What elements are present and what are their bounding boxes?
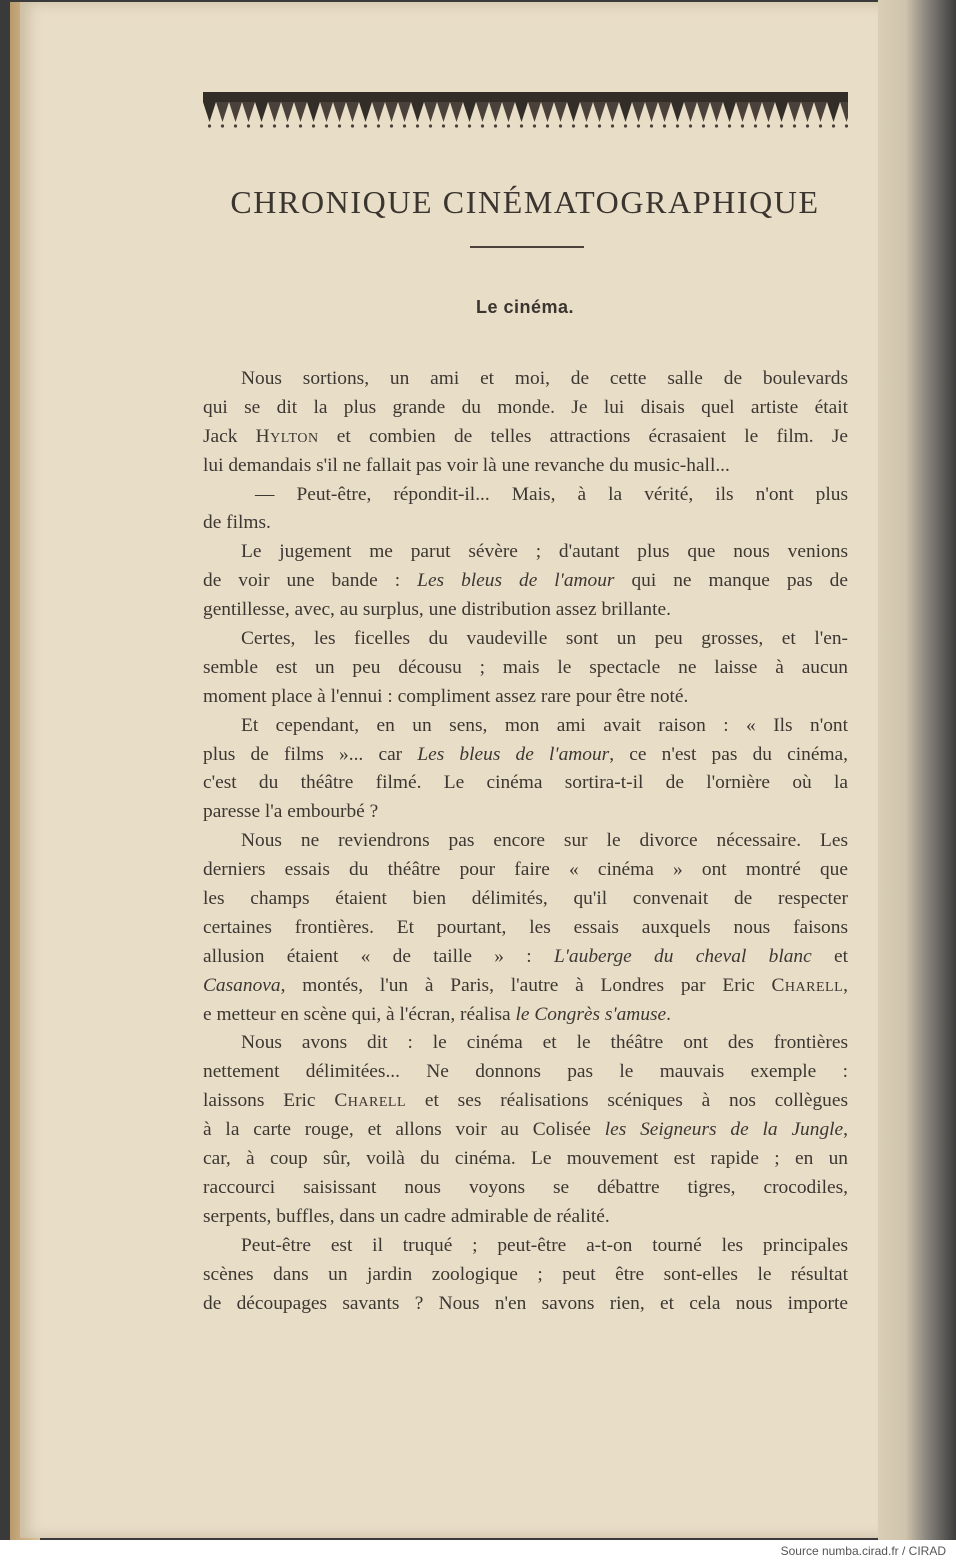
ornament-tooth bbox=[385, 102, 398, 122]
ornament-tooth bbox=[528, 102, 541, 122]
ornament-dot bbox=[481, 124, 484, 127]
ornament-tooth bbox=[541, 102, 554, 122]
ornament-tooth bbox=[827, 102, 840, 122]
ornament-dot bbox=[689, 124, 692, 127]
text-line: Casanova, montés, l'un à Paris, l'autre à Londres par Eric Charell, bbox=[203, 974, 848, 996]
text-line: paresse l'a embourbé ? bbox=[203, 801, 379, 823]
ornament-tooth bbox=[788, 102, 801, 122]
ornament-dot bbox=[507, 124, 510, 127]
scan-right-margin bbox=[878, 0, 956, 1540]
ornament-dot bbox=[845, 124, 848, 127]
ornament-dot bbox=[741, 124, 744, 127]
ornament-dot bbox=[351, 124, 354, 127]
ornament-dot bbox=[520, 124, 523, 127]
text-line: moment place à l'ennui : compliment assez rare pour être noté. bbox=[203, 685, 689, 707]
ornament-tooth bbox=[424, 102, 437, 122]
ornament-tooth bbox=[333, 102, 346, 122]
small-caps-name: Charell bbox=[771, 974, 844, 996]
text-line: de découpages savants ? Nous n'en savons rien, et cela nous importe bbox=[203, 1292, 848, 1314]
text-line: à la carte rouge, et allons voir au Colisée les Seigneurs de la Jungle, bbox=[203, 1119, 848, 1141]
ornament-tooth bbox=[736, 102, 749, 122]
ornament-tooth bbox=[580, 102, 593, 122]
ornament-tooth bbox=[632, 102, 645, 122]
ornament-dot bbox=[221, 124, 224, 127]
ornament-tooth bbox=[216, 102, 229, 122]
ornament-tooth bbox=[281, 102, 294, 122]
ornament-dot bbox=[273, 124, 276, 127]
italic-title: les Seigneurs de la Jungle bbox=[604, 1119, 844, 1141]
ornament-dot bbox=[312, 124, 315, 127]
ornament-tooth bbox=[268, 102, 281, 122]
text-line: Nous sortions, un ami et moi, de cette salle de boulevards bbox=[241, 368, 848, 389]
ornament-tooth bbox=[320, 102, 333, 122]
ornament-tooth bbox=[372, 102, 385, 122]
italic-title: Les bleus de l'amour bbox=[417, 570, 615, 592]
ornament-tooth bbox=[723, 102, 736, 122]
text-line: Jack Hylton et combien de telles attractions écrasaient le film. Je bbox=[203, 425, 848, 447]
text-line: de voir une bande : Les bleus de l'amour qui ne manque pas de bbox=[203, 570, 848, 592]
ornament-dot bbox=[572, 124, 575, 127]
text-line: les champs étaient bien délimités, qu'il convenait de respecter bbox=[203, 888, 848, 910]
ornament-tooth bbox=[398, 102, 411, 122]
text-line: Nous avons dit : le cinéma et le théâtre ont des frontières bbox=[241, 1032, 848, 1054]
ornament-tooth bbox=[606, 102, 619, 122]
page-title: CHRONIQUE CINÉMATOGRAPHIQUE bbox=[230, 184, 820, 220]
ornament-tooth bbox=[710, 102, 723, 122]
ornament-border bbox=[203, 92, 848, 130]
text-line: laissons Eric Charell et ses réalisations scéniques à nos collègues bbox=[203, 1090, 848, 1112]
ornament-tooth bbox=[346, 102, 359, 122]
ornament-dot bbox=[325, 124, 328, 127]
text-line: allusion étaient « de taille » : L'auberge du cheval blanc et bbox=[203, 945, 849, 967]
ornament-dot bbox=[611, 124, 614, 127]
ornament-tooth bbox=[203, 102, 216, 122]
ornament-dot bbox=[338, 124, 341, 127]
ornament-dot bbox=[793, 124, 796, 127]
text-line: Nous ne reviendrons pas encore sur le divorce nécessaire. Les bbox=[241, 830, 848, 852]
ornament-dot bbox=[559, 124, 562, 127]
source-credit[interactable]: Source numba.cirad.fr / CIRAD bbox=[780, 1544, 946, 1558]
ornament-tooth bbox=[294, 102, 307, 122]
text-line: — Peut-être, répondit-il... Mais, à la vérité, ils n'ont plus bbox=[255, 483, 848, 505]
ornament-dot bbox=[286, 124, 289, 127]
text-line: Peut-être est il truqué ; peut-être a-t-on tourné les principales bbox=[241, 1234, 848, 1256]
ornament-tooth bbox=[762, 102, 775, 122]
ornament-tooth bbox=[801, 102, 814, 122]
ornament-dot bbox=[702, 124, 705, 127]
text-line: scènes dans un jardin zoologique ; peut être sont-elles le résultat bbox=[203, 1263, 848, 1285]
ornament-dot bbox=[533, 124, 536, 127]
ornament-tooth bbox=[749, 102, 762, 122]
ornament-dot bbox=[494, 124, 497, 127]
ornament-tooth bbox=[242, 102, 255, 122]
small-caps-name: Charell bbox=[334, 1090, 407, 1112]
ornament-dot bbox=[780, 124, 783, 127]
small-caps-name: Hylton bbox=[255, 425, 319, 447]
ornament-tooth bbox=[359, 102, 372, 122]
article-body bbox=[203, 365, 848, 1318]
text-line: Certes, les ficelles du vaudeville sont un peu grosses, et l'en- bbox=[241, 628, 848, 650]
ornament-tooth bbox=[515, 102, 528, 122]
ornament-tooth bbox=[411, 102, 424, 122]
text-line: e metteur en scène qui, à l'écran, réalisa le Congrès s'amuse. bbox=[203, 1003, 672, 1025]
ornament-tooth bbox=[840, 102, 848, 122]
ornament-dot bbox=[390, 124, 393, 127]
ornament-tooth bbox=[502, 102, 515, 122]
text-line: raccourci saisissant nous voyons se débattre tigres, crocodiles, bbox=[203, 1176, 848, 1198]
ornament-dot bbox=[832, 124, 835, 127]
ornament-dot bbox=[819, 124, 822, 127]
ornament-dot bbox=[377, 124, 380, 127]
ornament-tooth bbox=[255, 102, 268, 122]
ornament-tooth bbox=[775, 102, 788, 122]
ornament-tooth bbox=[593, 102, 606, 122]
ornament-dot bbox=[208, 124, 211, 127]
ornament-tooth bbox=[697, 102, 710, 122]
ornament-dot bbox=[806, 124, 809, 127]
ornament-tooth bbox=[437, 102, 450, 122]
ornament-dot bbox=[663, 124, 666, 127]
ornament-tooth bbox=[476, 102, 489, 122]
title-rule bbox=[470, 246, 584, 248]
ornament-dot bbox=[728, 124, 731, 127]
ornament-dot bbox=[650, 124, 653, 127]
text-line: serpents, buffles, dans un cadre admirable de réalité. bbox=[203, 1205, 610, 1227]
ornament-dot bbox=[676, 124, 679, 127]
ornament-tooth bbox=[658, 102, 671, 122]
ornament-dot bbox=[598, 124, 601, 127]
text-line: plus de films »... car Les bleus de l'amour, ce n'est pas du cinéma, bbox=[203, 743, 848, 765]
ornament-dot bbox=[468, 124, 471, 127]
text-line: Et cependant, en un sens, mon ami avait raison : « Ils n'ont bbox=[241, 714, 848, 736]
ornament-tooth bbox=[671, 102, 684, 122]
ornament-tooth bbox=[450, 102, 463, 122]
italic-title: Casanova bbox=[203, 974, 281, 996]
text-line: c'est du théâtre filmé. Le cinéma sortira-t-il de l'ornière où la bbox=[203, 772, 848, 794]
ornament-dot bbox=[585, 124, 588, 127]
text-line: car, à coup sûr, voilà du cinéma. Le mouvement est rapide ; en un bbox=[203, 1148, 848, 1170]
text-line: semble est un peu décousu ; mais le spectacle ne laisse à aucun bbox=[203, 656, 848, 678]
ornament-dot bbox=[715, 124, 718, 127]
text-line: de films. bbox=[203, 512, 271, 534]
ornament-tooth bbox=[229, 102, 242, 122]
ornament-tooth bbox=[619, 102, 632, 122]
text-line: Le jugement me parut sévère ; d'autant plus que nous venions bbox=[241, 541, 848, 563]
ornament-dot bbox=[416, 124, 419, 127]
ornament-dot bbox=[637, 124, 640, 127]
ornament-dot bbox=[546, 124, 549, 127]
ornament-tooth bbox=[814, 102, 827, 122]
ornament-dot bbox=[455, 124, 458, 127]
ornament-tooth bbox=[489, 102, 502, 122]
italic-title: le Congrès s'amuse bbox=[515, 1003, 667, 1025]
ornament-dot bbox=[260, 124, 263, 127]
text-line: qui se dit la plus grande du monde. Je lui disais quel artiste était bbox=[203, 396, 848, 418]
text-line: nettement délimitées... Ne donnons pas le mauvais exemple : bbox=[203, 1061, 848, 1083]
text-line: derniers essais du théâtre pour faire « cinéma » ont montré que bbox=[203, 859, 848, 881]
text-line: lui demandais s'il ne fallait pas voir là une revanche du music-hall... bbox=[203, 454, 730, 476]
ornament-dot bbox=[442, 124, 445, 127]
text-line: gentillesse, avec, au surplus, une distribution assez brillante. bbox=[203, 599, 671, 621]
ornament-dot bbox=[624, 124, 627, 127]
ornament-tooth bbox=[463, 102, 476, 122]
ornament-dot bbox=[767, 124, 770, 127]
italic-title: L'auberge du cheval blanc bbox=[554, 945, 812, 967]
ornament-tooth bbox=[567, 102, 580, 122]
ornament-tooth bbox=[307, 102, 320, 122]
ornament-tooth bbox=[554, 102, 567, 122]
ornament-dot bbox=[234, 124, 237, 127]
ornament-tooth bbox=[684, 102, 697, 122]
ornament-dot bbox=[429, 124, 432, 127]
text-line: certaines frontières. Et pourtant, les essais auxquels nous faisons bbox=[203, 916, 848, 938]
ornament-dot bbox=[754, 124, 757, 127]
ornament-dot bbox=[403, 124, 406, 127]
italic-title: Les bleus de l'amour bbox=[417, 743, 610, 765]
ornament-dot bbox=[247, 124, 250, 127]
section-subtitle: Le cinéma. bbox=[475, 297, 575, 317]
ornament-dot bbox=[299, 124, 302, 127]
ornament-dot bbox=[364, 124, 367, 127]
ornament-tooth bbox=[645, 102, 658, 122]
